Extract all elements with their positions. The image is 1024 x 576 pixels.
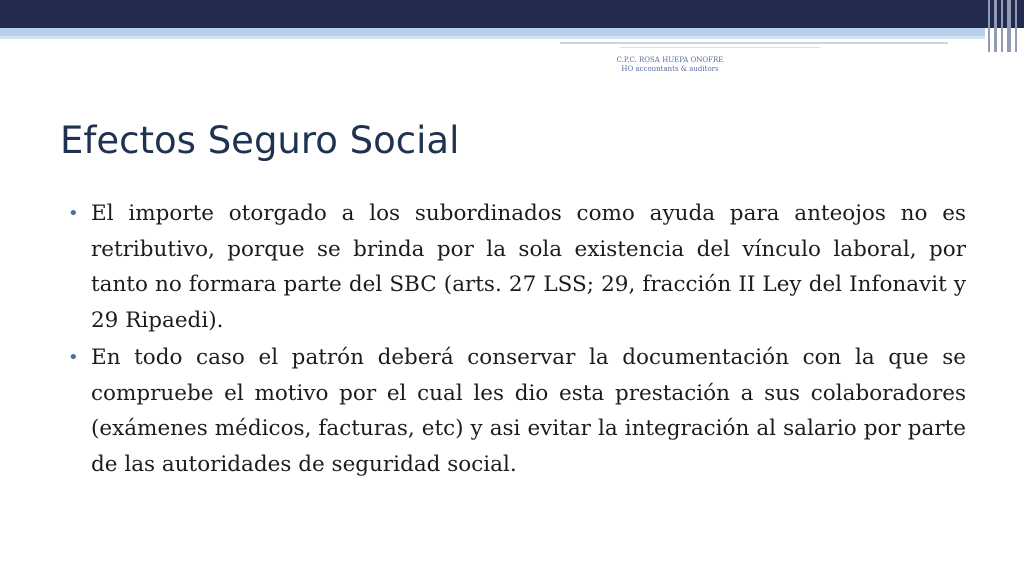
header-band [0,0,1024,28]
bullet-text: El importe otorgado a los subordinados como ayuda para anteojos no es retributivo, porque se brinda por la sola existencia del vínculo laboral, por tanto no formara parte del SBC (arts. 27 LSS; 29, fracción II Ley del Infonavit y 29 Ripaedi). [91,201,966,333]
credit-name: C.P.C. ROSA HUEPA ONOFRE [616,56,724,64]
decorative-line-short [620,47,820,48]
decorative-stripes [984,0,1024,52]
header-accent-line [0,36,985,39]
bullet-text: En todo caso el patrón deberá conservar la documentación con la que se compruebe el motivo por el cual les dio esta prestación a sus colaboradores (exámenes médicos, facturas, etc) y asi evitar la integración al salario por parte de las autoridades de seguridad social. [91,345,966,477]
credit-firm: HO accountants & auditors [621,65,719,73]
bullet-item [68,196,966,338]
decorative-line [560,42,948,44]
bullet-dot-icon: • [68,347,79,368]
bullet-item [68,340,966,482]
author-credit [600,56,740,74]
slide-title: Efectos Seguro Social [60,119,460,162]
bullet-list [68,196,966,484]
header-accent-strip [0,28,985,36]
bullet-dot-icon: • [68,203,79,224]
